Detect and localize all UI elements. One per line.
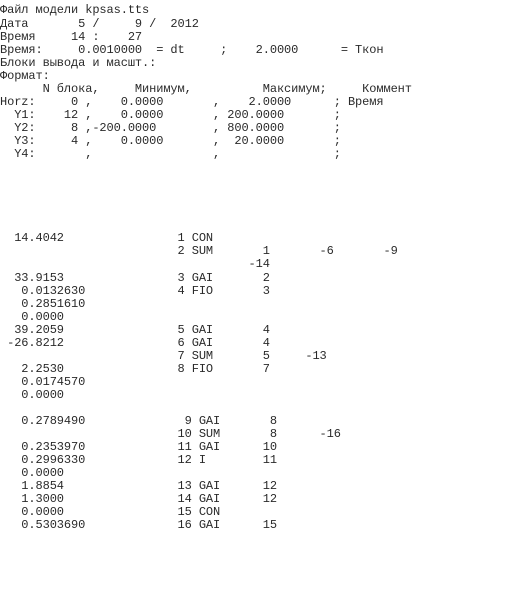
block-line: 1.8854 13 GAI 12 [0,479,277,493]
scale-table-header: N блока, Минимум, Максимум; Коммент [0,82,412,96]
block-line: 0.2789490 9 GAI 8 [0,414,277,428]
block-line: 14.4042 1 CON [0,231,214,245]
block-line: 33.9153 3 GAI 2 [0,271,270,285]
format-heading: Формат: [0,69,50,83]
block-line: 7 SUM 5 -13 [0,349,327,363]
output-blocks-heading: Блоки вывода и масшт.: [0,56,157,70]
block-line: 0.0000 [0,466,64,480]
block-line: -14 [0,257,270,271]
block-line: 0.2996330 12 I 11 [0,453,277,467]
block-line: 0.5303690 16 GAI 15 [0,518,277,532]
model-file-line: Файл модели kpsas.tts [0,3,150,17]
scale-row-y1: Y1: 12 , 0.0000 , 200.0000 ; [0,108,341,122]
block-line: 2.2530 8 FIO 7 [0,362,270,376]
block-line: 2 SUM 1 -6 -9 [0,244,398,258]
block-line: 0.2851610 [0,297,86,311]
time-step-line: Время: 0.0010000 = dt ; 2.0000 = Ткон [0,43,384,57]
scale-row-horz: Horz: 0 , 0.0000 , 2.0000 ; Время [0,95,384,109]
scale-row-y4: Y4: , , ; [0,147,341,161]
block-line: -26.8212 6 GAI 4 [0,336,270,350]
block-line: 39.2059 5 GAI 4 [0,323,270,337]
block-line: 1.3000 14 GAI 12 [0,492,277,506]
block-line: 0.0000 [0,388,64,402]
block-line: 0.0000 15 CON [0,505,221,519]
block-line: 0.0132630 4 FIO 3 [0,284,270,298]
scale-row-y2: Y2: 8 ,-200.0000 , 800.0000 ; [0,121,341,135]
date-line: Дата 5 / 9 / 2012 [0,17,199,31]
block-line: 0.0174570 [0,375,86,389]
scale-row-y3: Y3: 4 , 0.0000 , 20.0000 ; [0,134,341,148]
block-line: 10 SUM 8 -16 [0,427,341,441]
time-line: Время 14 : 27 [0,30,143,44]
block-line: 0.0000 [0,310,64,324]
block-line: 0.2353970 11 GAI 10 [0,440,277,454]
